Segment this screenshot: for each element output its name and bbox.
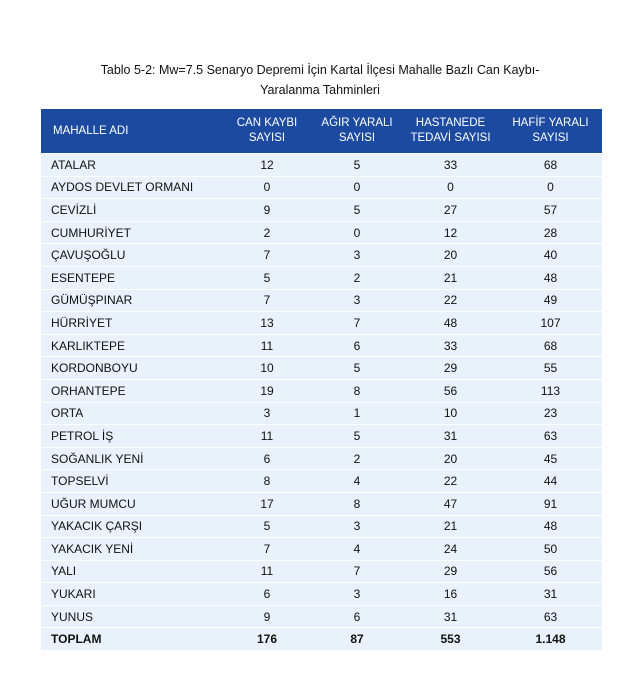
table-cell: 44 — [499, 470, 602, 493]
mahalle-name-cell: ATALAR — [41, 154, 222, 177]
table-cell: 0 — [402, 176, 499, 199]
table-cell: 87 — [312, 628, 402, 650]
table-cell: 29 — [402, 357, 499, 380]
table-body — [41, 154, 602, 651]
table-cell: TOPLAM — [41, 628, 222, 650]
mahalle-name-cell: PETROL İŞ — [41, 425, 222, 448]
table-cell: 11 — [222, 560, 312, 583]
table-cell: 31 — [402, 425, 499, 448]
mahalle-name-cell: ORTA — [41, 402, 222, 425]
table-cell: 33 — [402, 154, 499, 177]
table-cell: 24 — [402, 538, 499, 561]
table-cell: 3 — [312, 289, 402, 312]
table-row — [41, 470, 602, 493]
header-label: SAYISI — [532, 132, 569, 144]
caption-line-2: Yaralanma Tahminleri — [260, 83, 380, 97]
table-cell: 553 — [402, 628, 499, 650]
table-cell: 6 — [312, 334, 402, 357]
table-row — [41, 492, 602, 515]
table-row — [41, 244, 602, 267]
mahalle-name-cell: AYDOS DEVLET ORMANI — [41, 176, 222, 199]
table-cell: 63 — [499, 425, 602, 448]
table-cell: 16 — [402, 583, 499, 606]
header-label: HAFİF YARALI — [512, 117, 589, 129]
header-label: CAN KAYBI — [236, 117, 298, 129]
table-cell: 21 — [402, 266, 499, 289]
table-cell: 22 — [402, 470, 499, 493]
table-row — [41, 176, 602, 199]
header-agir-yarali — [312, 109, 402, 154]
table-row — [41, 289, 602, 312]
mahalle-name-cell: UĞUR MUMCU — [41, 492, 222, 515]
table-row — [41, 312, 602, 335]
table-cell: 20 — [402, 244, 499, 267]
table-cell: 5 — [312, 154, 402, 177]
table-cell: 0 — [222, 176, 312, 199]
table-cell: 47 — [402, 492, 499, 515]
table-cell: 48 — [499, 515, 602, 538]
table-row — [41, 334, 602, 357]
table-cell: 91 — [499, 492, 602, 515]
header-can-kaybi — [222, 109, 312, 154]
table-cell: 5 — [312, 199, 402, 222]
table-cell: 107 — [499, 312, 602, 335]
table-cell: 49 — [499, 289, 602, 312]
table-cell: 2 — [222, 221, 312, 244]
table-cell: 31 — [402, 605, 499, 628]
table-cell: 13 — [222, 312, 312, 335]
table-cell: 12 — [222, 154, 312, 177]
mahalle-name-cell: KORDONBOYU — [41, 357, 222, 380]
table-cell: 7 — [222, 538, 312, 561]
table-cell: 57 — [499, 199, 602, 222]
table-cell: 5 — [222, 515, 312, 538]
table-cell: 23 — [499, 402, 602, 425]
header-label: HASTANEDE — [415, 117, 486, 129]
table-row — [41, 266, 602, 289]
table-cell: 20 — [402, 447, 499, 470]
table-cell: 11 — [222, 425, 312, 448]
table-cell: 56 — [499, 560, 602, 583]
table-cell: 0 — [312, 221, 402, 244]
table-cell: 9 — [222, 199, 312, 222]
table-row — [41, 560, 602, 583]
mahalle-name-cell: CUMHURİYET — [41, 221, 222, 244]
header-mahalle-adi — [41, 109, 222, 154]
table-cell: 6 — [222, 447, 312, 470]
table-row — [41, 154, 602, 177]
table-cell: 3 — [222, 402, 312, 425]
table-cell: 7 — [222, 289, 312, 312]
table-cell: 1 — [312, 402, 402, 425]
table-cell: 6 — [222, 583, 312, 606]
table-row — [41, 379, 602, 402]
table-cell: 1.148 — [499, 628, 602, 650]
table-cell: 3 — [312, 244, 402, 267]
mahalle-name-cell: YALI — [41, 560, 222, 583]
casualty-table — [41, 109, 602, 650]
table-cell: 113 — [499, 379, 602, 402]
header-hafif-yarali — [499, 109, 602, 154]
table-cell: 8 — [312, 492, 402, 515]
table-cell: 50 — [499, 538, 602, 561]
table-cell: 19 — [222, 379, 312, 402]
table-cell: 4 — [312, 538, 402, 561]
table-row — [41, 583, 602, 606]
table-cell: 10 — [402, 402, 499, 425]
table-cell: 9 — [222, 605, 312, 628]
table-cell: 56 — [402, 379, 499, 402]
table-row — [41, 425, 602, 448]
table-cell: 10 — [222, 357, 312, 380]
table-cell: 29 — [402, 560, 499, 583]
table-cell: 5 — [222, 266, 312, 289]
table-cell: 21 — [402, 515, 499, 538]
mahalle-name-cell: YAKACIK YENİ — [41, 538, 222, 561]
table-cell: 22 — [402, 289, 499, 312]
table-row — [41, 538, 602, 561]
table-cell: 11 — [222, 334, 312, 357]
mahalle-name-cell: ÇAVUŞOĞLU — [41, 244, 222, 267]
table-row — [41, 605, 602, 628]
table-row — [41, 515, 602, 538]
header-label: SAYISI — [248, 132, 286, 144]
table-cell: 3 — [312, 515, 402, 538]
mahalle-name-cell: KARLIKTEPE — [41, 334, 222, 357]
table-cell: 176 — [222, 628, 312, 650]
table-cell: 48 — [499, 266, 602, 289]
table-cell: 48 — [402, 312, 499, 335]
table-cell: 3 — [312, 583, 402, 606]
table-cell: 7 — [312, 312, 402, 335]
table-cell: 0 — [312, 176, 402, 199]
table-cell: 8 — [312, 379, 402, 402]
table-cell: 6 — [312, 605, 402, 628]
header-label: MAHALLE ADI — [53, 124, 129, 137]
header-label: AĞIR YARALI — [321, 117, 393, 129]
table-cell: 68 — [499, 334, 602, 357]
table-row — [41, 447, 602, 470]
table-cell: 5 — [312, 357, 402, 380]
table-cell: 0 — [499, 176, 602, 199]
table-cell: 12 — [402, 221, 499, 244]
mahalle-name-cell: CEVİZLİ — [41, 199, 222, 222]
table-cell: 45 — [499, 447, 602, 470]
header-label: SAYISI — [338, 132, 376, 144]
mahalle-name-cell: YAKACIK ÇARŞI — [41, 515, 222, 538]
mahalle-name-cell: YUNUS — [41, 605, 222, 628]
table-row — [41, 357, 602, 380]
table-cell: 7 — [312, 560, 402, 583]
table-row — [41, 221, 602, 244]
table-cell: 68 — [499, 154, 602, 177]
caption-line-1: Tablo 5-2: Mw=7.5 Senaryo Depremi İçin Kartal İlçesi Mahalle Bazlı Can Kaybı- — [100, 63, 540, 77]
table-cell: 28 — [499, 221, 602, 244]
table-cell: 17 — [222, 492, 312, 515]
table-cell: 27 — [402, 199, 499, 222]
mahalle-name-cell: ESENTEPE — [41, 266, 222, 289]
table-cell: 63 — [499, 605, 602, 628]
table-cell: 55 — [499, 357, 602, 380]
table-cell: 2 — [312, 266, 402, 289]
mahalle-name-cell: TOPSELVİ — [41, 470, 222, 493]
table-row — [41, 402, 602, 425]
table-cell: 33 — [402, 334, 499, 357]
table-cell: 8 — [222, 470, 312, 493]
table-cell: 2 — [312, 447, 402, 470]
mahalle-name-cell: HÜRRİYET — [41, 312, 222, 335]
table-header-row — [41, 109, 602, 154]
table-cell: 40 — [499, 244, 602, 267]
table-cell: 31 — [499, 583, 602, 606]
mahalle-name-cell: ORHANTEPE — [41, 379, 222, 402]
header-hastanede-tedavi — [402, 109, 499, 154]
table-cell: 7 — [222, 244, 312, 267]
mahalle-name-cell: SOĞANLIK YENİ — [41, 447, 222, 470]
mahalle-name-cell: YUKARI — [41, 583, 222, 606]
total-row — [41, 628, 602, 650]
header-label: TEDAVİ SAYISI — [410, 132, 491, 144]
table-cell: 5 — [312, 425, 402, 448]
table-cell: 4 — [312, 470, 402, 493]
mahalle-name-cell: GÜMÜŞPINAR — [41, 289, 222, 312]
table-row — [41, 199, 602, 222]
table-caption — [60, 60, 580, 100]
